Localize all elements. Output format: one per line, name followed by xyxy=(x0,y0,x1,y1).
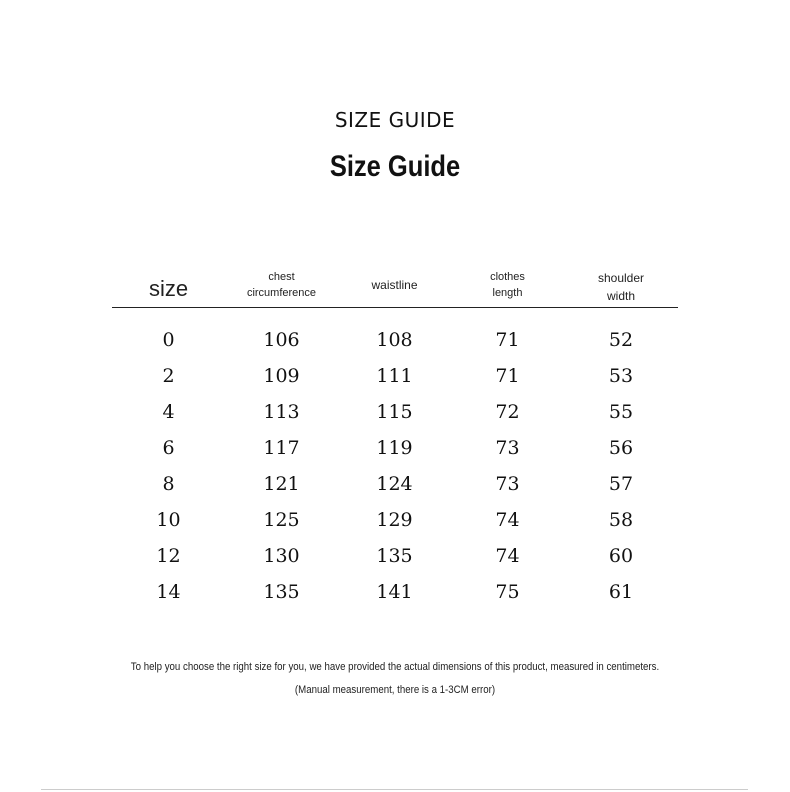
cell-length: 74 xyxy=(495,545,520,567)
cell-chest: 121 xyxy=(263,473,300,495)
page-title: Size Guide xyxy=(329,150,461,183)
cell-waistline: 111 xyxy=(376,365,413,387)
cell-length: 73 xyxy=(495,437,520,459)
page-subtitle: SIZE GUIDE xyxy=(334,108,456,132)
table-header-row xyxy=(112,262,678,308)
cell-length: 74 xyxy=(495,509,520,531)
cell-waistline: 115 xyxy=(376,401,413,423)
cell-chest: 135 xyxy=(263,581,300,603)
cell-shoulder: 56 xyxy=(608,437,634,459)
error-note: (Manual measurement, there is a 1-3CM error) xyxy=(294,684,496,696)
cell-chest: 125 xyxy=(263,509,300,531)
cell-size: 14 xyxy=(156,581,181,603)
cell-shoulder: 53 xyxy=(608,365,634,387)
cell-size: 0 xyxy=(162,329,175,351)
table-row xyxy=(112,358,678,394)
cell-chest: 130 xyxy=(263,545,300,567)
header-chest-circumference: chest circumference xyxy=(246,270,317,299)
cell-chest: 117 xyxy=(263,437,300,459)
header-clothes-length: clothes length xyxy=(490,270,525,299)
table-row xyxy=(112,502,678,538)
header-waistline: waistline xyxy=(371,277,418,292)
cell-length: 75 xyxy=(495,581,520,603)
table-row xyxy=(112,394,678,430)
measurement-note: To help you choose the right size for you, we have provided the actual dimensions of this product, measured in centimeters. xyxy=(130,661,660,673)
size-table xyxy=(112,262,678,610)
cell-size: 4 xyxy=(162,401,175,423)
table-row xyxy=(112,322,678,358)
cell-size: 2 xyxy=(162,365,175,387)
cell-shoulder: 52 xyxy=(608,329,634,351)
table-row xyxy=(112,538,678,574)
cell-size: 10 xyxy=(156,509,181,531)
cell-size: 12 xyxy=(156,545,181,567)
cell-shoulder: 58 xyxy=(608,509,634,531)
cell-shoulder: 55 xyxy=(608,401,634,423)
cell-size: 8 xyxy=(162,473,175,495)
cell-size: 6 xyxy=(162,437,175,459)
cell-waistline: 129 xyxy=(376,509,413,531)
table-row xyxy=(112,466,678,502)
table-body xyxy=(112,308,678,610)
cell-length: 72 xyxy=(495,401,520,423)
header-shoulder-width: shoulder width xyxy=(597,270,645,303)
table-row xyxy=(112,430,678,466)
cell-length: 71 xyxy=(495,329,520,351)
cell-waistline: 119 xyxy=(376,437,413,459)
table-row xyxy=(112,574,678,610)
cell-waistline: 141 xyxy=(376,581,413,603)
cell-waistline: 108 xyxy=(376,329,413,351)
bottom-divider xyxy=(41,789,748,790)
cell-chest: 106 xyxy=(263,329,300,351)
cell-shoulder: 60 xyxy=(608,545,634,567)
cell-length: 71 xyxy=(495,365,520,387)
cell-waistline: 124 xyxy=(376,473,413,495)
cell-waistline: 135 xyxy=(376,545,413,567)
cell-shoulder: 61 xyxy=(608,581,634,603)
cell-chest: 113 xyxy=(263,401,300,423)
cell-shoulder: 57 xyxy=(608,473,634,495)
header-size: size xyxy=(148,275,189,301)
cell-length: 73 xyxy=(495,473,520,495)
cell-chest: 109 xyxy=(263,365,300,387)
